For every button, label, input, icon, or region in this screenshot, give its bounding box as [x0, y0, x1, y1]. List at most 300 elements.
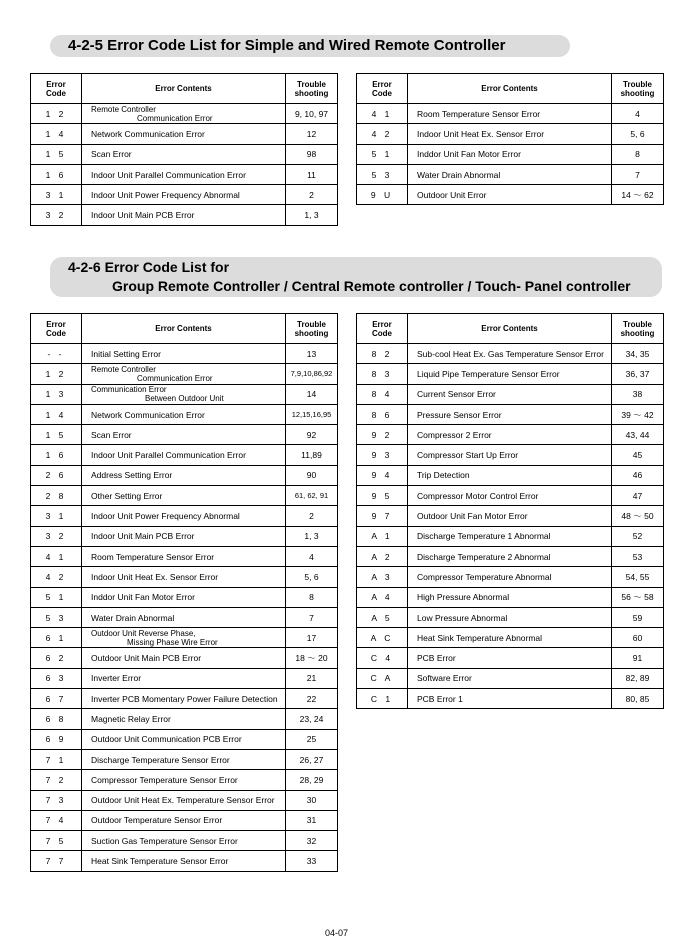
error-code: A 1 [357, 526, 408, 546]
error-contents-text: Compressor Start Up Error [417, 450, 519, 461]
error-contents [408, 384, 612, 404]
table-row [357, 506, 664, 526]
trouble-shooting: 45 [612, 445, 664, 465]
table-row [357, 104, 664, 124]
trouble-shooting: 1, 3 [286, 205, 338, 225]
error-contents-line2: Missing Phase Wire Error [127, 637, 218, 647]
table-row [31, 124, 338, 144]
error-contents [82, 164, 286, 184]
table-row [31, 185, 338, 205]
error-code: 1 6 [31, 164, 82, 184]
error-contents [82, 185, 286, 205]
table-row [357, 689, 664, 709]
trouble-shooting: 98 [286, 144, 338, 164]
error-contents [408, 506, 612, 526]
error-contents-text: Indoor Unit Main PCB Error [91, 210, 195, 221]
trouble-shooting: 14 ～ 62 [612, 185, 664, 205]
trouble-shooting: 11 [286, 164, 338, 184]
error-code: 1 3 [31, 384, 82, 404]
error-contents-text: Software Error [417, 673, 472, 684]
error-contents-text: Inverter Error [91, 673, 142, 684]
error-code: 7 1 [31, 749, 82, 769]
table-row [357, 344, 664, 364]
error-contents [408, 124, 612, 144]
trouble-shooting: 2 [286, 506, 338, 526]
error-contents-text: Liquid Pipe Temperature Sensor Error [417, 368, 560, 379]
table-row [31, 425, 338, 445]
section-title-4-2-6 [50, 257, 662, 297]
error-contents [82, 104, 286, 124]
error-code: 6 1 [31, 628, 82, 648]
header-error-contents: Error Contents [408, 74, 612, 104]
trouble-shooting: 4 [612, 104, 664, 124]
error-contents-text: Initial Setting Error [91, 348, 161, 359]
table-row [357, 384, 664, 404]
error-code: 6 3 [31, 668, 82, 688]
trouble-shooting: 13 [286, 344, 338, 364]
error-contents [82, 364, 286, 384]
error-contents [82, 689, 286, 709]
trouble-shooting: 23, 24 [286, 709, 338, 729]
error-contents [82, 628, 286, 648]
error-contents [82, 404, 286, 424]
trouble-shooting: 91 [612, 648, 664, 668]
error-code: 8 2 [357, 344, 408, 364]
error-contents-text: Outdoor Unit Fan Motor Error [417, 511, 528, 522]
table-row [31, 404, 338, 424]
trouble-shooting: 9, 10, 97 [286, 104, 338, 124]
header-error-contents: Error Contents [82, 314, 286, 344]
trouble-shooting: 38 [612, 384, 664, 404]
table-row [357, 546, 664, 566]
trouble-shooting: 39 ～ 42 [612, 404, 664, 424]
error-code: 7 3 [31, 790, 82, 810]
error-contents-text: Compressor 2 Error [417, 429, 492, 440]
error-code: 3 2 [31, 526, 82, 546]
table-row [357, 404, 664, 424]
error-contents-text: Discharge Temperature 1 Abnormal [417, 531, 551, 542]
table-row [357, 628, 664, 648]
trouble-shooting: 1, 3 [286, 526, 338, 546]
error-contents-text: Discharge Temperature 2 Abnormal [417, 551, 551, 562]
error-contents-text: Indoor Unit Heat Ex. Sensor Error [417, 128, 545, 139]
table-row [31, 729, 338, 749]
header-error-code-line1: Error [372, 79, 392, 89]
trouble-shooting: 14 [286, 384, 338, 404]
trouble-shooting: 12,15,16,95 [286, 404, 338, 424]
error-contents-text: Indoor Unit Main PCB Error [91, 531, 195, 542]
trouble-shooting: 61, 62, 91 [286, 486, 338, 506]
table-row [31, 546, 338, 566]
error-code: 1 5 [31, 425, 82, 445]
error-table-group-right [356, 313, 664, 709]
error-code: 9 5 [357, 486, 408, 506]
error-code: - - [31, 344, 82, 364]
error-contents [408, 185, 612, 205]
error-code: 4 2 [31, 567, 82, 587]
error-table-simple-left [30, 73, 338, 226]
error-contents [82, 607, 286, 627]
error-contents [408, 404, 612, 424]
error-contents-text: Inddor Unit Fan Motor Error [91, 592, 195, 603]
error-code: 5 1 [31, 587, 82, 607]
trouble-shooting: 7 [612, 164, 664, 184]
table-row [31, 205, 338, 225]
error-contents [82, 526, 286, 546]
error-contents-line1: Outdoor Unit Reverse Phase, [91, 628, 196, 638]
error-contents-text: Compressor Motor Control Error [417, 490, 539, 501]
trouble-shooting: 28, 29 [286, 770, 338, 790]
error-code: 3 2 [31, 205, 82, 225]
error-contents-text: Indoor Unit Power Frequency Abnormal [91, 189, 240, 200]
trouble-shooting: 32 [286, 831, 338, 851]
error-code: 9 7 [357, 506, 408, 526]
header-trouble-line1: Trouble [623, 79, 652, 89]
error-contents-text: Heat Sink Temperature Sensor Error [91, 856, 229, 867]
error-contents [82, 648, 286, 668]
error-code: C 4 [357, 648, 408, 668]
error-contents-text: PCB Error [417, 653, 456, 664]
error-contents-line2: Between Outdoor Unit [145, 394, 224, 404]
header-trouble-line1: Trouble [297, 319, 326, 329]
error-contents [82, 729, 286, 749]
table-row [31, 648, 338, 668]
trouble-shooting: 59 [612, 607, 664, 627]
header-error-code-line2: Code [46, 88, 66, 98]
table-header-row [357, 314, 664, 344]
error-contents-text: Water Drain Abnormal [417, 169, 501, 180]
error-contents-text: Outdoor Unit Error [417, 189, 487, 200]
error-code: 2 8 [31, 486, 82, 506]
error-contents [408, 526, 612, 546]
error-contents [82, 144, 286, 164]
table-row [357, 124, 664, 144]
table-row [357, 465, 664, 485]
header-error-code-line1: Error [372, 319, 392, 329]
error-contents-text: Scan Error [91, 149, 132, 160]
section-title-line1: 4-2-6 Error Code List for [68, 259, 230, 275]
error-contents [82, 668, 286, 688]
table-row [31, 144, 338, 164]
error-contents [408, 425, 612, 445]
error-code: 9 U [357, 185, 408, 205]
trouble-shooting: 2 [286, 185, 338, 205]
header-error-code-line2: Code [372, 88, 392, 98]
error-code: 8 3 [357, 364, 408, 384]
error-contents [82, 506, 286, 526]
error-contents-text: Room Temperature Sensor Error [417, 108, 541, 119]
table-row [357, 648, 664, 668]
error-contents [82, 851, 286, 871]
error-code: A C [357, 628, 408, 648]
error-code: 1 2 [31, 104, 82, 124]
header-trouble-shooting [612, 74, 664, 104]
error-contents-text: Magnetic Relay Error [91, 713, 171, 724]
table-row [31, 668, 338, 688]
error-contents-text: Compressor Temperature Abnormal [417, 571, 552, 582]
error-contents-text: PCB Error 1 [417, 693, 463, 704]
table-row [31, 607, 338, 627]
trouble-shooting: 90 [286, 465, 338, 485]
table-row [31, 465, 338, 485]
table-row [31, 628, 338, 648]
error-contents-text: Other Setting Error [91, 490, 163, 501]
trouble-shooting: 26, 27 [286, 749, 338, 769]
header-trouble-line2: shooting [294, 328, 329, 338]
error-contents-line1: Communication Error [91, 385, 167, 395]
trouble-shooting: 47 [612, 486, 664, 506]
trouble-shooting: 54, 55 [612, 567, 664, 587]
error-code: 7 4 [31, 810, 82, 830]
error-contents-text: Outdoor Unit Communication PCB Error [91, 734, 242, 745]
table-row [31, 104, 338, 124]
header-trouble-shooting [286, 314, 338, 344]
header-error-code-line2: Code [372, 328, 392, 338]
error-code: 7 7 [31, 851, 82, 871]
error-contents [408, 567, 612, 587]
error-contents-text: Trip Detection [417, 470, 470, 481]
error-contents [408, 486, 612, 506]
error-code: 8 6 [357, 404, 408, 424]
trouble-shooting: 12 [286, 124, 338, 144]
error-contents-text: Compressor Temperature Sensor Error [91, 774, 238, 785]
trouble-shooting: 52 [612, 526, 664, 546]
table-row [31, 567, 338, 587]
trouble-shooting: 21 [286, 668, 338, 688]
trouble-shooting: 8 [612, 144, 664, 164]
error-contents-text: Indoor Unit Heat Ex. Sensor Error [91, 571, 219, 582]
error-contents [408, 144, 612, 164]
error-contents-text: Outdoor Unit Heat Ex. Temperature Sensor Error [91, 795, 275, 806]
error-contents [408, 364, 612, 384]
error-contents-line2: Communication Error [137, 113, 213, 123]
trouble-shooting: 80, 85 [612, 689, 664, 709]
header-trouble-line1: Trouble [623, 319, 652, 329]
error-code: 2 6 [31, 465, 82, 485]
header-error-code [357, 74, 408, 104]
trouble-shooting: 60 [612, 628, 664, 648]
header-error-code-line1: Error [46, 319, 66, 329]
error-code: C A [357, 668, 408, 688]
error-contents-text: Outdoor Unit Main PCB Error [91, 653, 202, 664]
error-contents-text: Indoor Unit Power Frequency Abnormal [91, 511, 240, 522]
error-contents [408, 164, 612, 184]
error-contents-text: High Pressure Abnormal [417, 592, 510, 603]
error-contents-text: Suction Gas Temperature Sensor Error [91, 835, 238, 846]
trouble-shooting: 25 [286, 729, 338, 749]
error-contents-text: Heat Sink Temperature Abnormal [417, 632, 543, 643]
error-contents [82, 587, 286, 607]
error-contents [408, 546, 612, 566]
error-code: 5 1 [357, 144, 408, 164]
table-header-row [31, 314, 338, 344]
header-error-code [31, 314, 82, 344]
error-contents-text: Room Temperature Sensor Error [91, 551, 215, 562]
error-code: 5 3 [357, 164, 408, 184]
trouble-shooting: 34, 35 [612, 344, 664, 364]
error-code: C 1 [357, 689, 408, 709]
page-number: 04-07 [325, 928, 349, 938]
error-contents [82, 810, 286, 830]
table-row [357, 567, 664, 587]
error-code: 1 2 [31, 364, 82, 384]
section-title-4-2-5: 4-2-5 Error Code List for Simple and Wired Remote Controller [50, 35, 570, 57]
trouble-shooting: 5, 6 [286, 567, 338, 587]
header-error-code-line1: Error [46, 79, 66, 89]
error-code: 4 1 [357, 104, 408, 124]
error-code: 3 1 [31, 506, 82, 526]
error-contents [408, 628, 612, 648]
table-row [31, 526, 338, 546]
error-contents-text: Inverter PCB Momentary Power Failure Detection [91, 693, 278, 704]
error-table-group-left [30, 313, 338, 872]
error-contents-line1: Remote Controller [91, 104, 156, 114]
table-row [357, 668, 664, 688]
table-row [357, 587, 664, 607]
error-contents [82, 709, 286, 729]
table-row [31, 709, 338, 729]
error-contents-text: Low Pressure Abnormal [417, 612, 508, 623]
table-row [31, 164, 338, 184]
trouble-shooting: 8 [286, 587, 338, 607]
table-row [357, 486, 664, 506]
error-contents [82, 384, 286, 404]
error-code: 1 5 [31, 144, 82, 164]
header-error-code [31, 74, 82, 104]
trouble-shooting: 11,89 [286, 445, 338, 465]
error-contents [408, 445, 612, 465]
error-code: A 2 [357, 546, 408, 566]
header-trouble-line1: Trouble [297, 79, 326, 89]
error-code: 4 1 [31, 546, 82, 566]
error-contents [408, 104, 612, 124]
trouble-shooting: 53 [612, 546, 664, 566]
trouble-shooting: 56 ～ 58 [612, 587, 664, 607]
header-trouble-line2: shooting [620, 328, 655, 338]
error-code: 1 4 [31, 124, 82, 144]
error-contents [82, 425, 286, 445]
error-code: 4 2 [357, 124, 408, 144]
error-contents-text: Indoor Unit Parallel Communication Error [91, 450, 246, 461]
error-contents-text: Indoor Unit Parallel Communication Error [91, 169, 246, 180]
header-trouble-line2: shooting [294, 88, 329, 98]
table-row [31, 790, 338, 810]
table-row [357, 425, 664, 445]
error-contents-line1: Remote Controller [91, 364, 156, 374]
error-code: 5 3 [31, 607, 82, 627]
trouble-shooting: 5, 6 [612, 124, 664, 144]
error-contents [82, 486, 286, 506]
header-trouble-line2: shooting [620, 88, 655, 98]
header-error-code [357, 314, 408, 344]
trouble-shooting: 7,9,10,86,92 [286, 364, 338, 384]
error-code: 3 1 [31, 185, 82, 205]
error-contents [82, 790, 286, 810]
error-contents [408, 607, 612, 627]
error-contents [82, 770, 286, 790]
error-code: A 5 [357, 607, 408, 627]
error-table-simple-right [356, 73, 664, 205]
trouble-shooting: 92 [286, 425, 338, 445]
error-code: 9 3 [357, 445, 408, 465]
error-contents-text: Network Communication Error [91, 409, 205, 420]
table-row [357, 364, 664, 384]
error-code: 6 7 [31, 689, 82, 709]
error-code: A 4 [357, 587, 408, 607]
error-contents [408, 668, 612, 688]
table-row [31, 587, 338, 607]
error-code: 8 4 [357, 384, 408, 404]
error-code: 7 5 [31, 831, 82, 851]
table-row [31, 810, 338, 830]
error-contents-text: Inddor Unit Fan Motor Error [417, 149, 521, 160]
error-code: 9 4 [357, 465, 408, 485]
error-contents [82, 546, 286, 566]
header-trouble-shooting [612, 314, 664, 344]
table-row [357, 445, 664, 465]
trouble-shooting: 22 [286, 689, 338, 709]
error-contents [82, 749, 286, 769]
error-code: A 3 [357, 567, 408, 587]
error-contents-text: Current Sensor Error [417, 389, 496, 400]
trouble-shooting: 7 [286, 607, 338, 627]
error-contents [82, 831, 286, 851]
error-contents-text: Outdoor Temperature Sensor Error [91, 815, 223, 826]
trouble-shooting: 31 [286, 810, 338, 830]
table-row [31, 851, 338, 871]
trouble-shooting: 82, 89 [612, 668, 664, 688]
error-code: 1 4 [31, 404, 82, 424]
error-contents [408, 344, 612, 364]
table-row [31, 770, 338, 790]
table-row [357, 185, 664, 205]
error-contents [408, 465, 612, 485]
trouble-shooting: 36, 37 [612, 364, 664, 384]
error-code: 6 2 [31, 648, 82, 668]
error-code: 1 6 [31, 445, 82, 465]
error-contents-line2: Communication Error [137, 373, 213, 383]
error-contents-text: Sub-cool Heat Ex. Gas Temperature Sensor Error [417, 348, 604, 359]
error-contents [408, 689, 612, 709]
table-header-row [31, 74, 338, 104]
trouble-shooting: 18 ～ 20 [286, 648, 338, 668]
error-code: 9 2 [357, 425, 408, 445]
header-error-contents: Error Contents [82, 74, 286, 104]
trouble-shooting: 43, 44 [612, 425, 664, 445]
error-contents [408, 648, 612, 668]
table-row [31, 364, 338, 384]
trouble-shooting: 17 [286, 628, 338, 648]
error-contents-text: Scan Error [91, 429, 132, 440]
table-row [31, 486, 338, 506]
trouble-shooting: 46 [612, 465, 664, 485]
table-row [31, 344, 338, 364]
trouble-shooting: 48 ～ 50 [612, 506, 664, 526]
error-contents [82, 205, 286, 225]
table-row [31, 445, 338, 465]
error-code: 6 8 [31, 709, 82, 729]
error-contents [82, 124, 286, 144]
trouble-shooting: 33 [286, 851, 338, 871]
header-error-code-line2: Code [46, 328, 66, 338]
table-row [357, 144, 664, 164]
header-error-contents: Error Contents [408, 314, 612, 344]
error-contents [408, 587, 612, 607]
header-trouble-shooting [286, 74, 338, 104]
error-contents-text: Water Drain Abnormal [91, 612, 175, 623]
table-row [31, 506, 338, 526]
error-contents [82, 567, 286, 587]
